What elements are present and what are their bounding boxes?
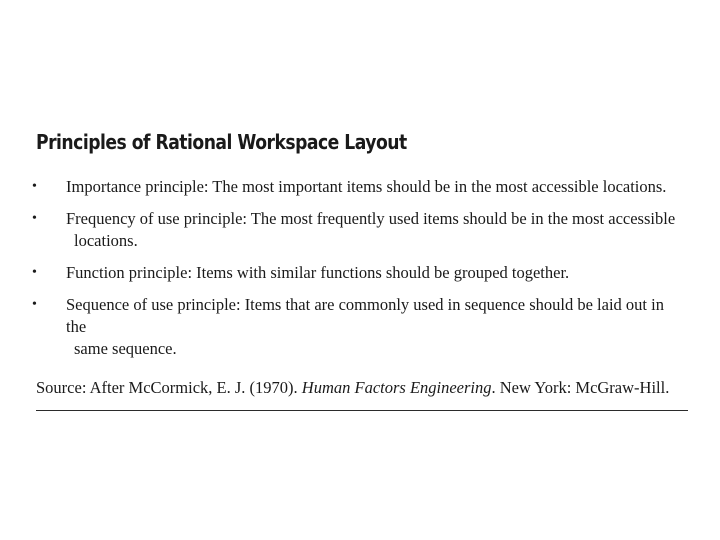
bullet-icon: • <box>32 211 37 226</box>
citation-suffix: . New York: McGraw-Hill. <box>491 378 670 397</box>
citation-book-title: Human Factors Engineering <box>301 378 492 397</box>
list-item-text-continued: locations. <box>74 231 138 250</box>
citation-prefix: Source: After McCormick, E. J. (1970). <box>36 378 302 397</box>
list-item-frequency <box>32 208 692 252</box>
source-citation <box>36 378 669 398</box>
list-item-text: Importance principle: The most important items should be in the most accessible locations. <box>66 177 667 196</box>
principles-list <box>32 176 692 370</box>
horizontal-rule <box>36 410 688 411</box>
list-item-text-continued: same sequence. <box>74 339 177 358</box>
list-item-sequence <box>32 294 692 360</box>
bullet-icon: • <box>32 297 37 312</box>
list-item-text: Frequency of use principle: The most frequently used items should be in the most accessible <box>66 209 676 228</box>
list-item-text: Function principle: Items with similar functions should be grouped together. <box>66 263 570 282</box>
page-title: Principles of Rational Workspace Layout <box>36 130 407 154</box>
list-item-importance <box>32 176 692 198</box>
list-item-function <box>32 262 692 284</box>
bullet-icon: • <box>32 179 37 194</box>
list-item-text: Sequence of use principle: Items that are commonly used in sequence should be laid out in the <box>66 295 664 336</box>
bullet-icon: • <box>32 265 37 280</box>
